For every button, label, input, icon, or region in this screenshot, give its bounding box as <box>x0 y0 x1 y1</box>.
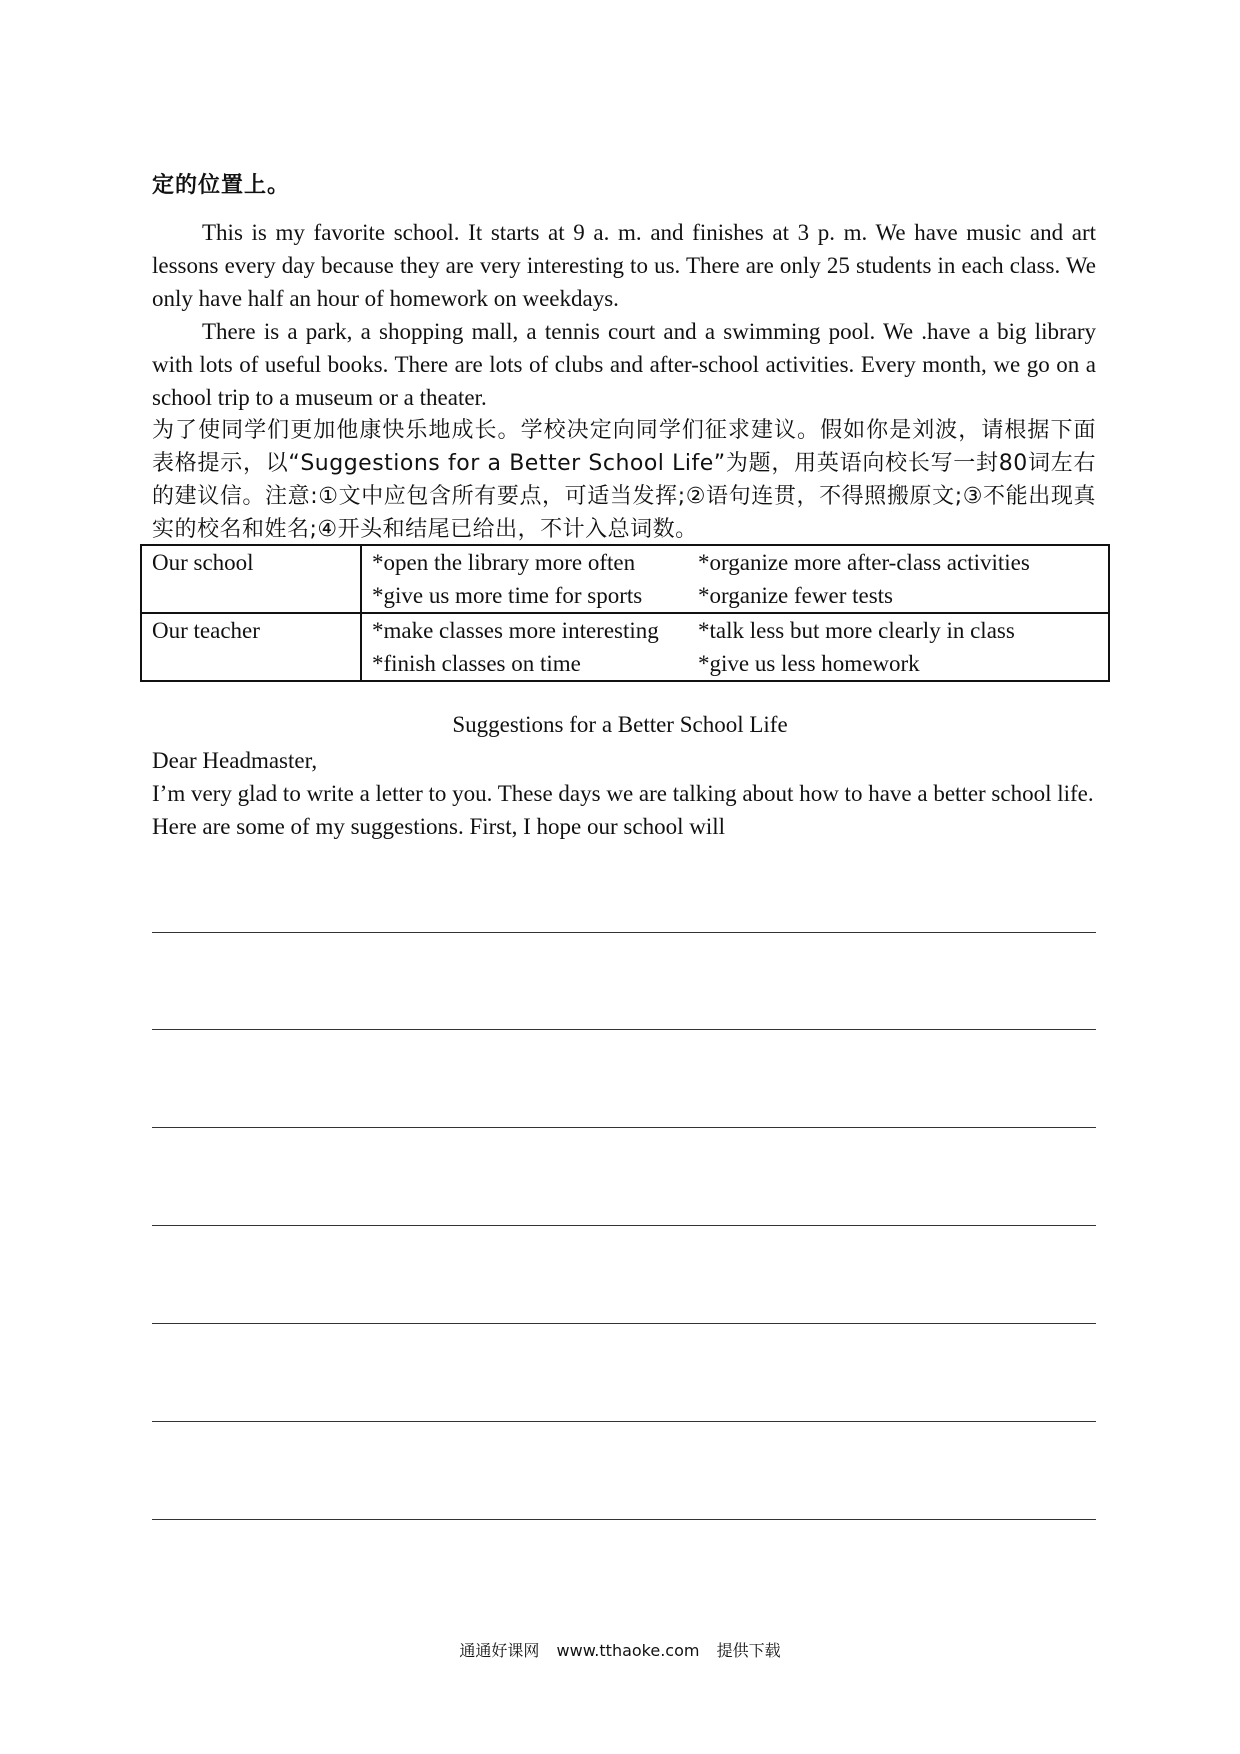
page-footer <box>0 1638 1240 1661</box>
answer-line[interactable] <box>152 1127 1096 1128</box>
hint-item: *organize more after-class activities <box>698 550 1030 575</box>
letter-greeting: Dear Headmaster, <box>152 748 318 773</box>
footer-note: 提供下载 <box>716 1641 781 1660</box>
row-label: Our teacher <box>141 613 361 681</box>
answer-line[interactable] <box>152 1323 1096 1324</box>
answer-line[interactable] <box>152 1225 1096 1226</box>
letter-title: Suggestions for a Better School Life <box>452 712 788 737</box>
hint-item: *talk less but more clearly in class <box>698 618 1015 643</box>
heading-continuation: 定的位置上。 <box>152 173 291 198</box>
footer-url[interactable]: www.tthaoke.com <box>556 1641 700 1660</box>
row-items <box>361 613 1109 681</box>
hint-item: *organize fewer tests <box>698 583 893 608</box>
hint-item: *give us less homework <box>698 651 920 676</box>
answer-line[interactable] <box>152 932 1096 933</box>
answer-line[interactable] <box>152 1519 1096 1520</box>
hint-item: *make classes more interesting <box>372 618 659 643</box>
passage-paragraph-2: There is a park, a shopping mall, a tennis court and a swimming pool. We .have a big library with lots of useful books. There are lots of clubs and after-school activities. Every month, we go on a school trip to a museum or a theater. <box>152 319 1096 410</box>
answer-line[interactable] <box>152 1029 1096 1030</box>
hint-item: *open the library more often <box>372 550 636 575</box>
passage-paragraph-1: This is my favorite school. It starts at 9 a. m. and finishes at 3 p. m. We have music and art lessons every day because they are very interesting to us. There are only 25 students in each class. We only have half an hour of homework on weekdays. <box>152 220 1096 311</box>
letter-opening: I’m very glad to write a letter to you. These days we are talking about how to have a better school life. Here are some of my suggestions. First, I hope our school will <box>152 781 1094 839</box>
answer-line[interactable] <box>152 1421 1096 1422</box>
row-label: Our school <box>141 545 361 613</box>
writing-instructions: 为了使同学们更加他康快乐地成长。学校决定向同学们征求建议。假如你是刘波，请根据下面表格提示，以“Suggestions for a Better School Life”为题，用英语向校长写一封80词左右的建议信。注意:①文中应包含所有要点，可适当发挥;②语句连贯，不得照搬原文;③不能出现真实的校名和姓名;④开头和结尾已给出，不计入总词数。 <box>152 418 1096 542</box>
suggestion-hint-table <box>140 544 1110 682</box>
hint-item: *give us more time for sports <box>372 583 643 608</box>
row-items <box>361 545 1109 613</box>
table-row <box>141 545 1109 613</box>
table-row <box>141 613 1109 681</box>
footer-site-name: 通通好课网 <box>459 1641 540 1660</box>
hint-item: *finish classes on time <box>372 651 581 676</box>
